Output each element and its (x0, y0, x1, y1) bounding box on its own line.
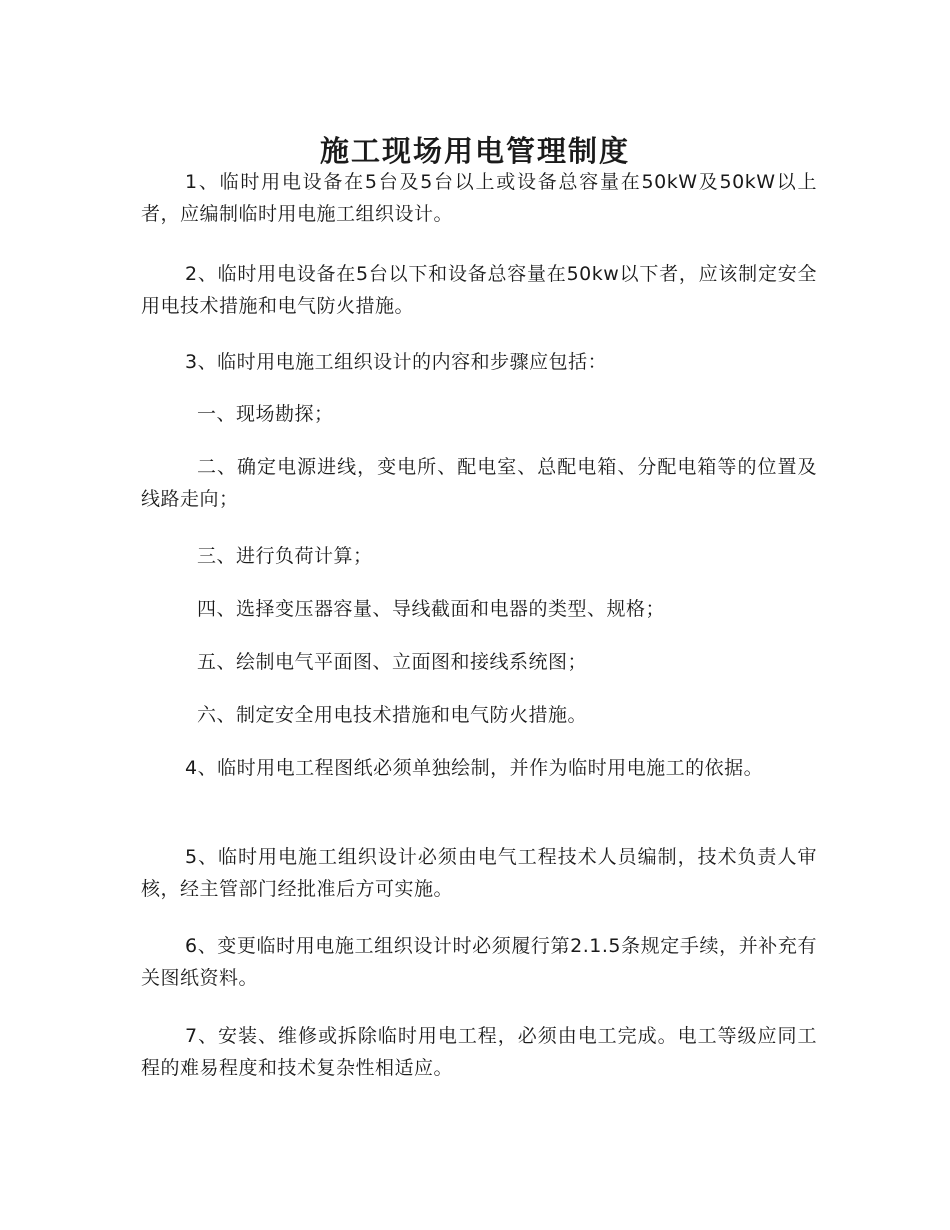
list-item-3: 三、进行负荷计算； (197, 545, 373, 567)
paragraph-2: 2、临时用电设备在5台以下和设备总容量在50kw以下者，应该制定安全用电技术措施和电气防火措施。 (141, 263, 817, 317)
list-item-2: 二、确定电源进线，变电所、配电室、总配电箱、分配电箱等的位置及线路走向； (141, 456, 817, 510)
paragraph-6: 6、变更临时用电施工组织设计时必须履行第2.1.5条规定手续，并补充有关图纸资料。 (141, 935, 817, 989)
paragraph-7: 7、安装、维修或拆除临时用电工程，必须由电工完成。电工等级应同工程的难易程度和技术复杂性相适应。 (141, 1025, 817, 1079)
list-item-5: 五、绘制电气平面图、立面图和接线系统图； (197, 651, 588, 673)
paragraph-3: 3、临时用电施工组织设计的内容和步骤应包括： (185, 351, 608, 373)
paragraph-4: 4、临时用电工程图纸必须单独绘制，并作为临时用电施工的依据。 (185, 757, 764, 779)
list-item-6: 六、制定安全用电技术措施和电气防火措施。 (197, 704, 588, 726)
paragraph-5: 5、临时用电施工组织设计必须由电气工程技术人员编制，技术负责人审核，经主管部门经批准后方可实施。 (141, 846, 817, 900)
paragraph-1: 1、临时用电设备在5台及5台以上或设备总容量在50kW及50kW以上者，应编制临时用电施工组织设计。 (141, 171, 817, 225)
list-item-4: 四、选择变压器容量、导线截面和电器的类型、规格； (197, 598, 666, 620)
document-title: 施工现场用电管理制度 (319, 134, 630, 169)
list-item-1: 一、现场勘探； (197, 403, 334, 425)
